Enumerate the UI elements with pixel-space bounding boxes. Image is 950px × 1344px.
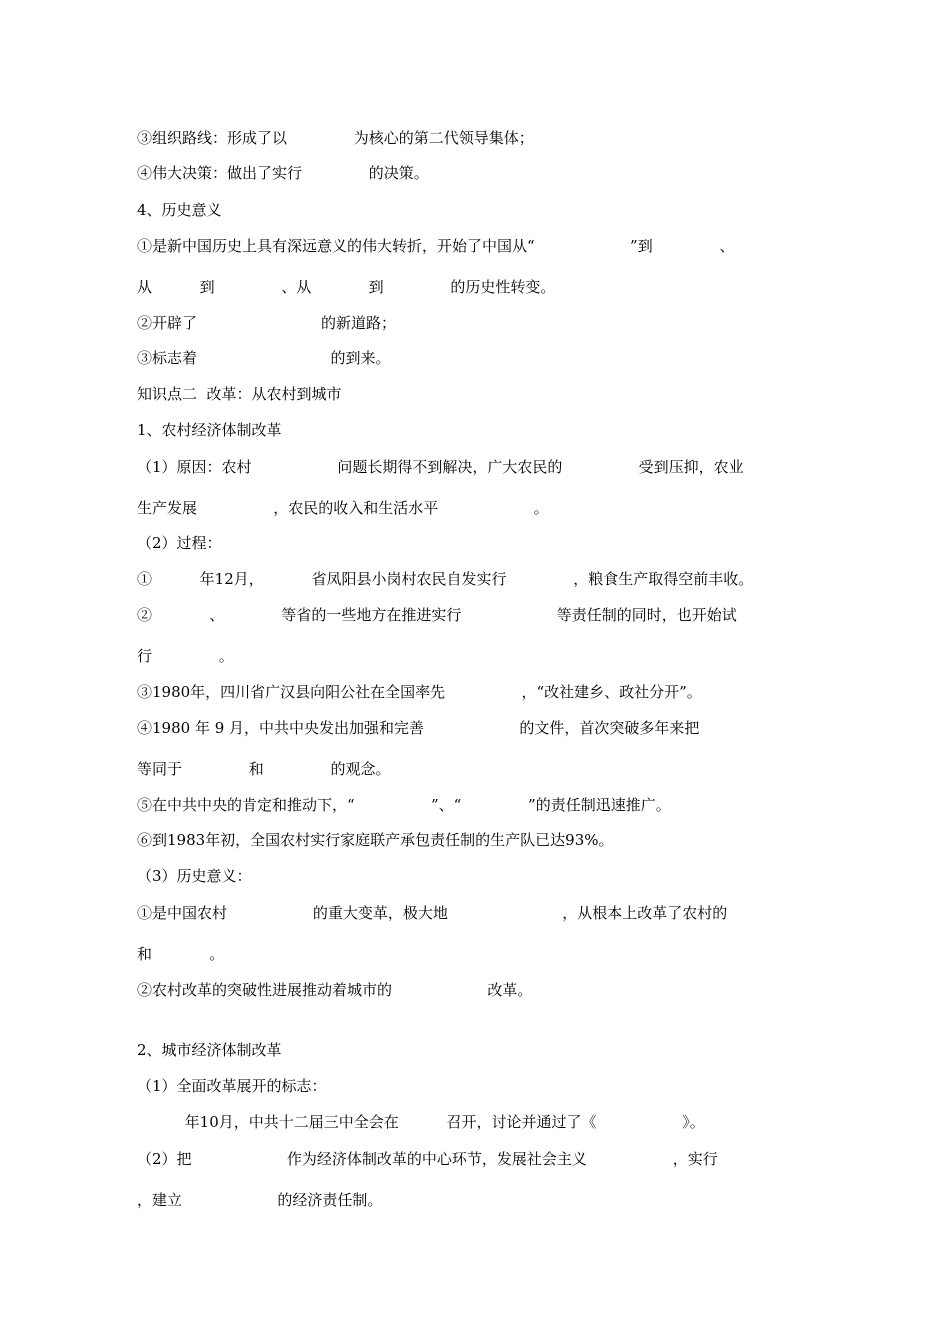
- line-process-2b: 行 。: [137, 647, 234, 665]
- line-process-3: ③1980年，四川省广汉县向阳公社在全国率先 ，“改社建乡、政社分开”。: [137, 683, 702, 701]
- line-great-decision: ④伟大决策：做出了实行 的决策。: [137, 164, 429, 182]
- line-process-4b: 等同于 和 的观念。: [137, 760, 391, 778]
- line-process-4a: ④1980 年 9 月，中共中央发出加强和完善 的文件，首次突破多年来把: [137, 719, 700, 737]
- line-rural-reason-b: 生产发展 ，农民的收入和生活水平 。: [137, 499, 549, 517]
- line-significance-3: ③标志着 的到来。: [137, 349, 391, 367]
- line-process-5: ⑤在中共中央的肯定和推动下，“ ”、“ ”的责任制迅速推广。: [137, 796, 671, 814]
- heading-urban-reform: 2、城市经济体制改革: [137, 1041, 282, 1059]
- line-rural-reason-a: （1）原因：农村 问题长期得不到解决，广大农民的 受到压抑，农业: [137, 458, 744, 476]
- line-process-6: ⑥到1983年初，全国农村实行家庭联产承包责任制的生产队已达93%。: [137, 831, 614, 849]
- line-significance-2: ②开辟了 的新道路；: [137, 314, 396, 332]
- heading-rural-reform: 1、农村经济体制改革: [137, 421, 282, 439]
- line-urban-sign-heading: （1）全面改革展开的标志：: [137, 1077, 327, 1095]
- line-urban-sign: 年10月，中共十二届三中全会在 召开，讨论并通过了《 》。: [137, 1113, 705, 1131]
- heading-rural-significance: （3）历史意义：: [137, 867, 252, 885]
- line-urban-center-a: （2）把 作为经济体制改革的中心环节，发展社会主义 ，实行: [137, 1150, 718, 1168]
- line-rural-significance-2: ②农村改革的突破性进展推动着城市的 改革。: [137, 981, 533, 999]
- line-significance-1a: ①是新中国历史上具有深远意义的伟大转折，开始了中国从“ ”到 、: [137, 237, 735, 255]
- heading-process: （2）过程：: [137, 534, 222, 552]
- line-process-1: ① 年12月， 省凤阳县小岗村农民自发实行 ，粮食生产取得空前丰收。: [137, 570, 754, 588]
- line-process-2a: ② 、 等省的一些地方在推进实行 等责任制的同时，也开始试: [137, 606, 737, 624]
- heading-knowledge-point-2: 知识点二 改革：从农村到城市: [137, 385, 342, 403]
- line-significance-1b: 从 到 、从 到 的历史性转变。: [137, 278, 556, 296]
- heading-historical-significance: 4、历史意义: [137, 201, 222, 219]
- line-rural-significance-1a: ①是中国农村 的重大变革，极大地 ，从根本上改革了农村的: [137, 904, 728, 922]
- line-urban-center-b: ，建立 的经济责任制。: [137, 1191, 383, 1209]
- line-rural-significance-1b: 和 。: [137, 945, 225, 963]
- line-organizational-route: ③组织路线：形成了以 为核心的第二代领导集体；: [137, 129, 534, 147]
